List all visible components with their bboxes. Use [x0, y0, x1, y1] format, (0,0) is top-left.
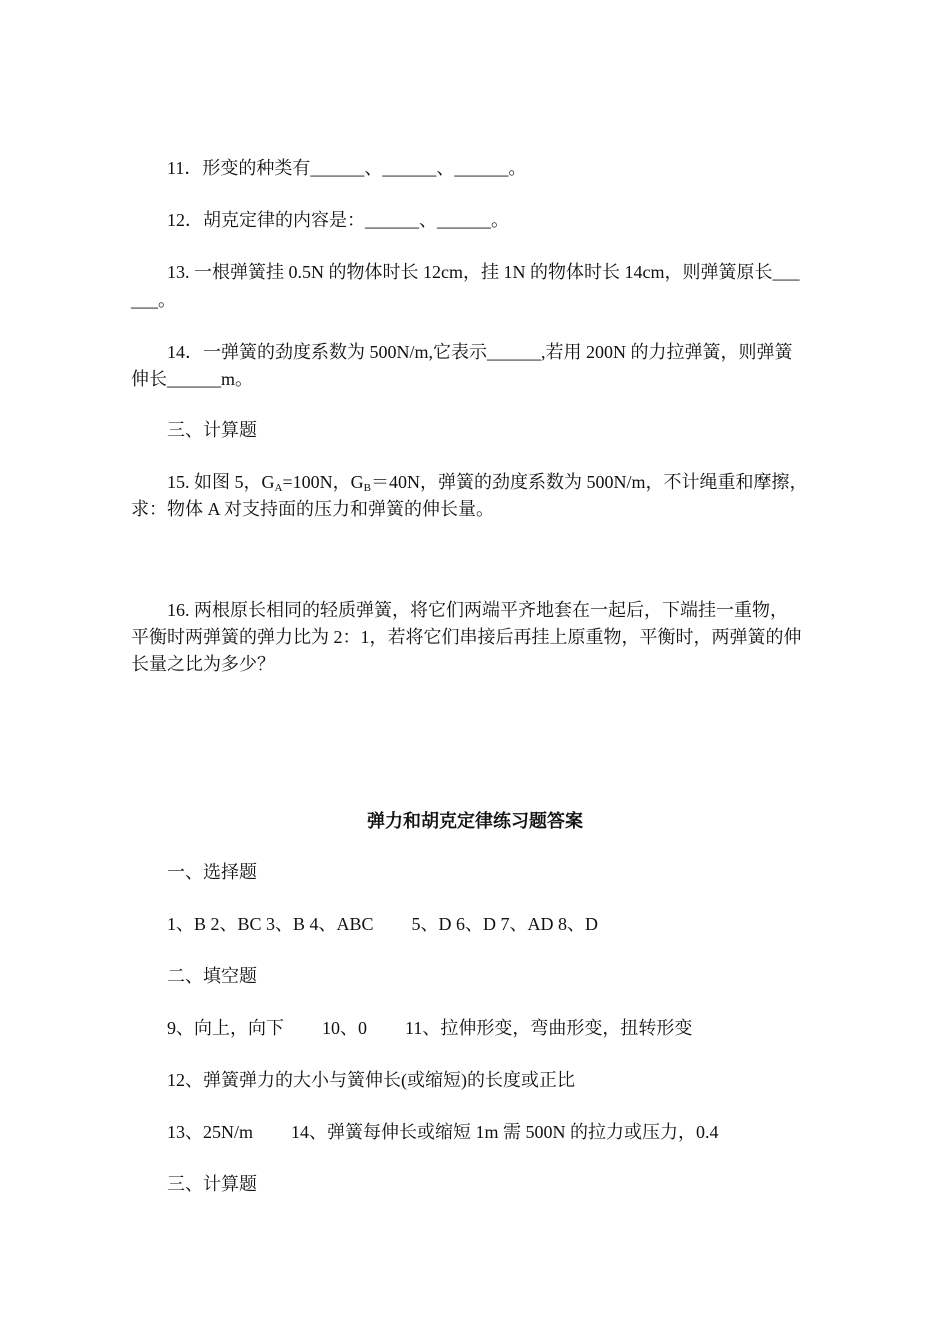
question-14-line-1: 14．一弹簧的劲度系数为 500N/m,它表示______,若用 200N 的力拉弹簧，则弹簧 [167, 342, 793, 362]
answers-choice-1-4: 1、B 2、BC 3、B 4、ABC [167, 914, 374, 934]
answers-fill-9: 9、向上，向下 [167, 1018, 284, 1038]
question-15-suffix: ＝40N，弹簧的劲度系数为 500N/m，不计绳重和摩擦， [370, 472, 808, 492]
question-15-mid: =100N，G [282, 472, 364, 492]
question-15-subscript-b: B [363, 482, 371, 494]
answers-section-choice: 一、选择题 [167, 862, 257, 882]
question-12: 12．胡克定律的内容是：______、______。 [167, 210, 509, 230]
question-16-line-3: 长量之比为多少？ [131, 654, 275, 674]
question-15-subscript-a: A [274, 482, 283, 494]
answers-fill-line-9-11 [167, 1015, 692, 1041]
answers-fill-12: 12、弹簧弹力的大小与簧伸长(或缩短)的长度或正比 [167, 1070, 575, 1090]
question-15-line-1 [167, 469, 807, 495]
question-14-line-2: 伸长______m。 [131, 369, 254, 389]
question-13-line-2: ___。 [131, 290, 176, 310]
answers-fill-line-13-14 [167, 1119, 719, 1145]
question-11: 11．形变的种类有______、______、______。 [167, 158, 527, 178]
answers-fill-14: 14、弹簧每伸长或缩短 1m 需 500N 的拉力或压力，0.4 [291, 1122, 719, 1142]
answers-fill-10: 10、0 [322, 1018, 367, 1038]
answers-fill-11: 11、拉伸形变，弯曲形变，扭转形变 [405, 1018, 693, 1038]
answers-choice-line [167, 911, 598, 937]
question-15-prefix: 15. 如图 5，G [167, 472, 275, 492]
answers-choice-5-8: 5、D 6、D 7、AD 8、D [411, 914, 599, 934]
section-calculation-heading: 三、计算题 [167, 420, 257, 440]
question-15-line-2: 求：物体 A 对支持面的压力和弹簧的伸长量。 [131, 499, 495, 519]
answers-title: 弹力和胡克定律练习题答案 [367, 811, 583, 831]
question-16-line-1: 16. 两根原长相同的轻质弹簧，将它们两端平齐地套在一起后，下端挂一重物， [167, 600, 788, 620]
answers-fill-13: 13、25N/m [167, 1122, 254, 1142]
answers-section-calculation: 三、计算题 [167, 1174, 257, 1194]
answers-section-fill: 二、填空题 [167, 966, 257, 986]
question-13-line-1: 13. 一根弹簧挂 0.5N 的物体时长 12cm，挂 1N 的物体时长 14cm，则弹簧原长___ [167, 262, 800, 282]
question-16-line-2: 平衡时两弹簧的弹力比为 2：1，若将它们串接后再挂上原重物，平衡时，两弹簧的伸 [131, 627, 802, 647]
